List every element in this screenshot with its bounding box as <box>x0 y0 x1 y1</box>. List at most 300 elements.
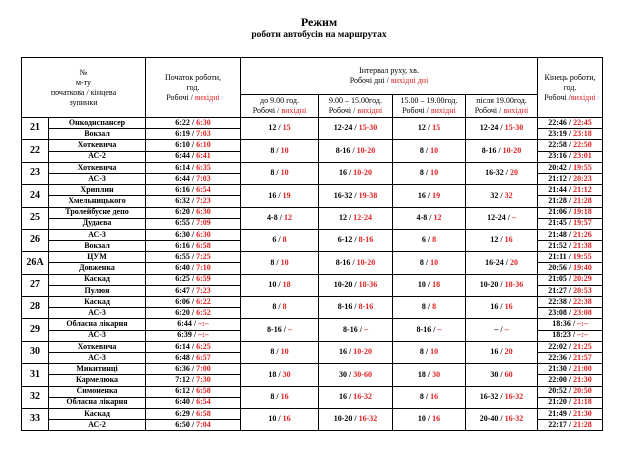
end-time-weekend: 21:28 <box>573 196 592 206</box>
interval-weekday: 16-24 <box>485 257 504 267</box>
end-header-mode: Робочі / <box>544 92 571 102</box>
interval-cell: 12 / 15 <box>393 118 466 140</box>
route-header-line: м-ту <box>75 77 92 87</box>
interval-weekend: 16 <box>504 235 513 245</box>
end-time-weekend: 19:55 <box>572 252 592 262</box>
interval-cell: 8-16 / 10-20 <box>466 140 538 162</box>
start-time-weekend: 6:22 <box>196 296 211 306</box>
start-time-weekday: 6:40 <box>175 397 190 407</box>
interval-weekday: 8 <box>419 145 424 155</box>
start-time-weekend: 6:54 <box>196 397 211 407</box>
start-time-weekend: 6:58 <box>196 240 211 250</box>
interval-weekday: 18 <box>268 369 277 379</box>
interval-cell: 18 / 30 <box>241 364 319 386</box>
start-time-cell: 6:40 / 6:54 <box>146 397 241 408</box>
period-mode-weekend: вихідні <box>357 106 383 115</box>
end-time-weekday: 22:46 <box>548 117 567 127</box>
interval-weekend: 32 <box>504 190 513 200</box>
interval-weekend: – <box>504 324 509 334</box>
interval-cell: 16-32 / 20 <box>466 162 538 184</box>
route-number: 21 <box>22 118 49 140</box>
start-time-cell: 6:55 / 7:25 <box>146 252 241 263</box>
end-time-cell: 22:58 / 22:50 <box>538 140 603 151</box>
end-time-weekend: 21:38 <box>573 240 592 250</box>
start-time-weekday: 7:12 <box>175 375 190 385</box>
interval-weekday: 16 <box>417 190 426 200</box>
interval-cell: 16 / 20 <box>466 341 538 363</box>
route-number: 23 <box>22 162 49 184</box>
end-time-weekend: 20:23 <box>573 173 592 183</box>
interval-cell: 4-8 / 12 <box>393 207 466 229</box>
start-time-cell: 6:25 / 6:59 <box>146 274 241 285</box>
interval-cell: 18 / 30 <box>393 364 466 386</box>
start-time-weekend: 7:23 <box>196 196 211 206</box>
interval-cell: 8-16 / 10-20 <box>319 252 393 274</box>
interval-cell: 10-20 / 18-36 <box>319 274 393 296</box>
start-time-weekday: 6:50 <box>175 419 190 429</box>
end-time-weekday: 21:27 <box>548 285 567 295</box>
start-header-label: Початок роботи, <box>165 72 221 82</box>
table-row <box>22 207 603 218</box>
interval-weekday: 16 <box>339 168 348 178</box>
period-mode: Робочі / <box>252 106 282 115</box>
interval-weekday: 8 <box>419 391 424 401</box>
end-time-cell: 21:28 / 21:28 <box>538 196 603 207</box>
interval-header-mode: Робочі дні / <box>349 76 391 85</box>
end-header <box>538 58 603 118</box>
interval-cell: 10 / 18 <box>241 274 319 296</box>
end-time-cell: 23:19 / 23:18 <box>538 129 603 140</box>
end-time-weekend: 19:40 <box>573 263 592 273</box>
table-row <box>22 274 603 285</box>
interval-weekend: 12 <box>433 212 442 222</box>
interval-cell: 8 / 16 <box>393 386 466 408</box>
interval-weekend: 16-32 <box>358 414 378 424</box>
stop-name: Вокзал <box>49 129 146 140</box>
start-time-weekday: 6:55 <box>175 252 190 262</box>
start-time-weekend: –:– <box>198 330 209 340</box>
stop-name: Вокзал <box>49 241 146 252</box>
start-time-weekday: 6:32 <box>175 196 190 206</box>
start-time-weekday: 6:47 <box>175 285 190 295</box>
end-time-weekend: 22:45 <box>573 117 592 127</box>
interval-weekday: 8-16 <box>416 324 432 334</box>
interval-weekend: 10 <box>280 145 289 155</box>
interval-weekday: 18 <box>417 369 426 379</box>
interval-weekend: 12 <box>283 212 292 222</box>
end-time-weekday: 20:42 <box>548 162 567 172</box>
interval-weekend: 30-60 <box>353 369 372 379</box>
end-time-weekend: 21:18 <box>573 397 592 407</box>
interval-weekday: 8 <box>421 302 426 312</box>
start-time-weekend: 6:52 <box>196 307 211 317</box>
start-time-weekday: 6:44 <box>175 173 190 183</box>
interval-cell: 12-24 / – <box>466 207 538 229</box>
end-time-weekday: 21:05 <box>548 274 567 284</box>
interval-cell: 8-16 / – <box>241 319 319 341</box>
interval-weekend: 16 <box>432 414 441 424</box>
end-time-cell: 21:20 / 21:18 <box>538 397 603 408</box>
interval-weekday: 6-12 <box>337 235 353 245</box>
start-time-weekend: 6:41 <box>196 151 211 161</box>
interval-weekend: 10-20 <box>356 257 376 267</box>
start-time-weekend: 6:58 <box>196 386 211 396</box>
stop-name: Каскад <box>49 408 146 419</box>
start-time-weekend: 6:30 <box>196 229 211 239</box>
start-time-weekend: 7:03 <box>196 173 211 183</box>
interval-weekday: 12 <box>339 212 348 222</box>
interval-weekday: 12 <box>417 123 426 133</box>
start-header-mode-weekend: вихідні <box>194 92 220 102</box>
interval-cell: 8 / 8 <box>241 297 319 319</box>
route-number: 32 <box>22 386 49 408</box>
end-time-cell: 20:56 / 19:40 <box>538 263 603 274</box>
end-time-weekday: 18:23 <box>552 330 571 340</box>
interval-cell: 12-24 / 15-30 <box>319 118 393 140</box>
stop-name: АС-3 <box>49 330 146 341</box>
start-header-mode: Робочі / <box>166 92 195 102</box>
stop-name: Симоненка <box>49 386 146 397</box>
start-time-cell: 6:16 / 6:54 <box>146 185 241 196</box>
end-time-weekday: 23:08 <box>548 307 567 317</box>
stop-name: АС-3 <box>49 229 146 240</box>
interval-weekend: 18-36 <box>504 280 524 290</box>
interval-weekday: 8-16 <box>335 257 351 267</box>
stop-name: Хмельницького <box>49 196 146 207</box>
interval-weekday: 8 <box>270 257 275 267</box>
interval-cell: 10-20 / 16-32 <box>319 408 393 430</box>
interval-weekend: 30 <box>282 369 291 379</box>
interval-weekend: 15-30 <box>504 123 524 133</box>
period-mode-weekend: вихідні <box>281 106 307 115</box>
start-time-cell: 6:06 / 6:22 <box>146 297 241 308</box>
end-time-weekday: 22:02 <box>548 341 567 351</box>
period-header <box>466 95 538 118</box>
end-time-weekday: 20:52 <box>548 386 567 396</box>
start-time-cell: 6:36 / 7:00 <box>146 364 241 375</box>
interval-cell: 10 / 16 <box>393 408 466 430</box>
interval-weekend: 16 <box>430 391 439 401</box>
interval-weekday: 16 <box>339 391 348 401</box>
start-time-weekday: 6:16 <box>175 240 190 250</box>
start-time-weekend: 7:00 <box>196 363 211 373</box>
period-label: 9.00 – 15.00год. <box>329 96 382 105</box>
interval-cell: 16-32 / 16-32 <box>466 386 538 408</box>
end-time-cell: 21:52 / 21:38 <box>538 241 603 252</box>
period-mode: Робочі / <box>328 106 358 115</box>
table-row <box>22 341 603 352</box>
stop-name: Каскад <box>49 274 146 285</box>
route-header <box>22 58 146 118</box>
route-number: 24 <box>22 185 49 207</box>
end-time-weekday: 21:52 <box>548 240 567 250</box>
interval-weekend: 8 <box>432 235 437 245</box>
interval-weekend: 10-20 <box>353 168 372 178</box>
interval-weekday: 8 <box>419 257 424 267</box>
start-time-cell: 6:20 / 6:30 <box>146 207 241 218</box>
interval-cell: 12 / 15 <box>241 118 319 140</box>
end-time-weekend: 20:50 <box>573 386 592 396</box>
start-time-cell: 6:16 / 6:58 <box>146 241 241 252</box>
start-time-cell: 6:44 / 6:41 <box>146 151 241 162</box>
interval-cell: 8-16 / – <box>319 319 393 341</box>
interval-cell: 8 / 10 <box>241 140 319 162</box>
interval-weekend: 15 <box>432 123 441 133</box>
interval-weekday: 8-16 <box>267 324 282 334</box>
end-time-weekday: 21:12 <box>548 173 567 183</box>
stop-name: АС-2 <box>49 420 146 431</box>
end-time-weekday: 21:20 <box>548 397 567 407</box>
interval-cell: 10 / 16 <box>241 408 319 430</box>
end-time-weekend: 21:28 <box>573 419 592 429</box>
interval-cell: 8 / 10 <box>241 341 319 363</box>
interval-cell: 6-12 / 8-16 <box>319 229 393 251</box>
table-row <box>22 140 603 151</box>
interval-header-mode-weekend: вихідні дні <box>390 76 429 85</box>
stop-name: АС-3 <box>49 173 146 184</box>
start-time-weekend: 6:30 <box>196 207 211 217</box>
interval-weekday: 4-8 <box>416 212 428 222</box>
interval-cell: 12-24 / 15-30 <box>466 118 538 140</box>
interval-cell: 10-20 / 18-36 <box>466 274 538 296</box>
start-time-weekend: 6:10 <box>196 140 211 150</box>
end-time-weekend: 20:29 <box>573 274 592 284</box>
table-row <box>22 229 603 240</box>
end-time-weekend: 21:26 <box>573 229 592 239</box>
schedule-body <box>22 118 603 431</box>
interval-cell: 8 / 10 <box>241 252 319 274</box>
interval-weekday: 16-32 <box>479 391 499 401</box>
interval-weekend: 60 <box>504 369 513 379</box>
interval-weekday: – <box>494 324 499 334</box>
end-time-cell: 22:36 / 21:57 <box>538 352 603 363</box>
start-time-cell: 6:20 / 6:52 <box>146 308 241 319</box>
stop-name: АС-2 <box>49 151 146 162</box>
end-time-weekend: 23:01 <box>573 151 592 161</box>
start-time-weekday: 6:25 <box>175 274 190 284</box>
interval-weekday: 16 <box>339 347 348 357</box>
interval-weekend: 20 <box>509 257 518 267</box>
end-time-cell: 18:36 / –:– <box>538 319 603 330</box>
route-number: 26А <box>22 252 49 274</box>
stop-name: Каскад <box>49 297 146 308</box>
end-time-cell: 22:17 / 21:28 <box>538 420 603 431</box>
end-time-weekday: 22:17 <box>548 419 567 429</box>
end-time-weekend: 21:00 <box>573 363 592 373</box>
interval-cell: 6 / 8 <box>241 229 319 251</box>
page-title: Режим <box>300 15 338 29</box>
interval-weekend: 10 <box>280 347 289 357</box>
end-time-weekend: 22:50 <box>573 140 592 150</box>
interval-weekday: 8-16 <box>335 145 351 155</box>
end-time-weekend: 21:12 <box>573 184 592 194</box>
interval-cell: 16 / 16 <box>466 297 538 319</box>
interval-weekday: 6 <box>272 235 277 245</box>
interval-weekend: 10 <box>280 168 289 178</box>
interval-weekend: – <box>511 212 516 222</box>
start-time-weekday: 6:10 <box>175 140 190 150</box>
interval-cell: 4-8 / 12 <box>241 207 319 229</box>
interval-weekday: 10 <box>268 280 277 290</box>
end-time-cell: 20:52 / 20:50 <box>538 386 603 397</box>
route-header-line: № <box>79 67 88 77</box>
interval-weekend: 10 <box>430 168 439 178</box>
period-label: до 9.00 год. <box>260 96 299 105</box>
interval-weekend: – <box>437 324 442 334</box>
start-time-weekend: 6:30 <box>196 117 211 127</box>
interval-weekday: 10 <box>417 414 426 424</box>
stop-name: Хоткевича <box>49 140 146 151</box>
stop-name: ЦУМ <box>49 252 146 263</box>
start-header <box>146 58 241 118</box>
interval-header-label: Інтервал руху, хв. <box>359 66 419 75</box>
interval-weekday: 16 <box>490 347 499 357</box>
start-time-cell: 6:19 / 7:03 <box>146 129 241 140</box>
start-time-weekend: 6:59 <box>196 274 211 284</box>
stop-name: Хриплин <box>49 185 146 196</box>
end-time-weekday: 22:58 <box>548 140 567 150</box>
start-time-cell: 6:50 / 7:04 <box>146 420 241 431</box>
period-label: після 19.00год. <box>476 96 527 105</box>
interval-cell: 16 / 19 <box>393 185 466 207</box>
interval-cell: 8 / 10 <box>393 162 466 184</box>
period-mode-weekend: вихідні <box>430 106 456 115</box>
start-time-cell: 6:40 / 7:10 <box>146 263 241 274</box>
interval-weekday: 12-24 <box>487 212 506 222</box>
end-time-weekend: 21:30 <box>573 375 592 385</box>
end-time-cell: 21:12 / 20:23 <box>538 173 603 184</box>
interval-weekday: 8-16 <box>481 145 497 155</box>
stop-name: Онкодиспансер <box>49 118 146 129</box>
interval-weekday: 16 <box>490 302 499 312</box>
route-number: 22 <box>22 140 49 162</box>
end-time-weekday: 20:56 <box>548 263 567 273</box>
stop-name: Кармелюка <box>49 375 146 386</box>
start-time-weekday: 6:44 <box>177 319 192 329</box>
interval-weekday: 8-16 <box>343 324 358 334</box>
interval-weekday: 30 <box>490 369 499 379</box>
interval-weekend: 18 <box>282 280 291 290</box>
interval-cell: 20-40 / 16-32 <box>466 408 538 430</box>
end-time-weekday: 22:36 <box>548 352 567 362</box>
period-mode-weekend: вихідні <box>503 106 529 115</box>
period-header <box>319 95 393 118</box>
end-time-cell: 23:08 / 23:08 <box>538 308 603 319</box>
end-time-weekend: 20:53 <box>573 285 592 295</box>
end-header-mode-weekend: вихідні <box>570 92 596 102</box>
start-time-weekday: 6:39 <box>177 330 192 340</box>
interval-weekend: – <box>363 324 368 334</box>
interval-weekend: 16 <box>280 391 289 401</box>
interval-weekend: 15-30 <box>358 123 378 133</box>
stop-name: Дудаєва <box>49 218 146 229</box>
table-row <box>22 408 603 419</box>
end-time-weekday: 21:49 <box>548 408 567 418</box>
interval-weekend: 16-32 <box>504 414 524 424</box>
start-time-weekday: 6:40 <box>175 263 190 273</box>
end-time-weekend: 21:30 <box>573 408 592 418</box>
start-time-weekday: 6:14 <box>175 341 190 351</box>
start-time-weekday: 6:36 <box>175 363 190 373</box>
start-time-cell: 6:32 / 7:23 <box>146 196 241 207</box>
end-time-weekday: 22:00 <box>548 375 567 385</box>
route-number: 27 <box>22 274 49 296</box>
interval-cell: 16-24 / 20 <box>466 252 538 274</box>
stop-name: Пулюя <box>49 285 146 296</box>
end-time-weekend: 23:18 <box>573 128 592 138</box>
start-time-weekend: 7:25 <box>196 252 211 262</box>
end-time-cell: 21:11 / 19:55 <box>538 252 603 263</box>
interval-weekend: 12-24 <box>353 212 372 222</box>
start-time-cell: 6:14 / 6:25 <box>146 341 241 352</box>
end-time-weekday: 23:16 <box>548 151 567 161</box>
period-mode: Робочі / <box>402 106 431 115</box>
end-time-cell: 22:02 / 21:25 <box>538 341 603 352</box>
end-time-cell: 22:46 / 22:45 <box>538 118 603 129</box>
end-time-weekend: 21:57 <box>573 352 592 362</box>
interval-weekend: 30 <box>432 369 441 379</box>
start-time-weekday: 6:06 <box>175 296 190 306</box>
interval-cell: 16 / 10-20 <box>319 162 393 184</box>
start-time-weekend: 7:04 <box>196 419 211 429</box>
page-subtitle: роботи автобусів на маршрутах <box>251 30 387 40</box>
end-time-weekend: –:– <box>577 319 588 329</box>
route-number: 30 <box>22 341 49 363</box>
start-time-cell: 6:55 / 7:09 <box>146 218 241 229</box>
end-time-cell: 21:06 / 19:18 <box>538 207 603 218</box>
end-time-cell: 21:30 / 21:00 <box>538 364 603 375</box>
interval-weekday: 30 <box>339 369 348 379</box>
start-time-cell: 6:10 / 6:10 <box>146 140 241 151</box>
interval-weekend: 8 <box>282 235 287 245</box>
start-time-weekend: 6:54 <box>196 184 211 194</box>
interval-weekday: 20-40 <box>479 414 499 424</box>
table-row <box>22 297 603 308</box>
interval-weekday: 12-24 <box>333 123 353 133</box>
end-time-weekend: 19:18 <box>573 207 592 217</box>
interval-weekday: 8 <box>270 168 275 178</box>
end-time-cell: 20:42 / 19:55 <box>538 162 603 173</box>
interval-cell: 12 / 12-24 <box>319 207 393 229</box>
interval-weekday: 8 <box>272 302 277 312</box>
stop-name: Хоткевича <box>49 162 146 173</box>
interval-weekday: 10-20 <box>333 280 353 290</box>
interval-cell: 16 / 19 <box>241 185 319 207</box>
stop-name: АС-3 <box>49 352 146 363</box>
interval-weekend: 10-20 <box>356 145 376 155</box>
interval-cell: 8-16 / – <box>393 319 466 341</box>
period-mode: Робочі / <box>474 106 504 115</box>
interval-weekday: 12 <box>490 235 499 245</box>
interval-cell: 30 / 30-60 <box>319 364 393 386</box>
table-row <box>22 252 603 263</box>
start-time-weekday: 6:14 <box>175 162 190 172</box>
end-time-weekday: 21:11 <box>548 252 567 262</box>
interval-weekday: 8 <box>270 145 275 155</box>
interval-cell: 16 / 16-32 <box>319 386 393 408</box>
end-time-weekday: 21:06 <box>548 207 567 217</box>
end-header-label: Кінець роботи, <box>544 72 596 82</box>
interval-weekend: 18 <box>432 280 441 290</box>
start-time-cell: 6:30 / 6:30 <box>146 229 241 240</box>
start-time-cell: 6:48 / 6:57 <box>146 352 241 363</box>
interval-cell: 30 / 60 <box>466 364 538 386</box>
end-time-weekday: 21:48 <box>548 229 567 239</box>
interval-header <box>241 58 538 95</box>
end-time-cell: 21:49 / 21:30 <box>538 408 603 419</box>
route-number: 26 <box>22 229 49 251</box>
end-time-weekday: 21:45 <box>548 218 567 228</box>
